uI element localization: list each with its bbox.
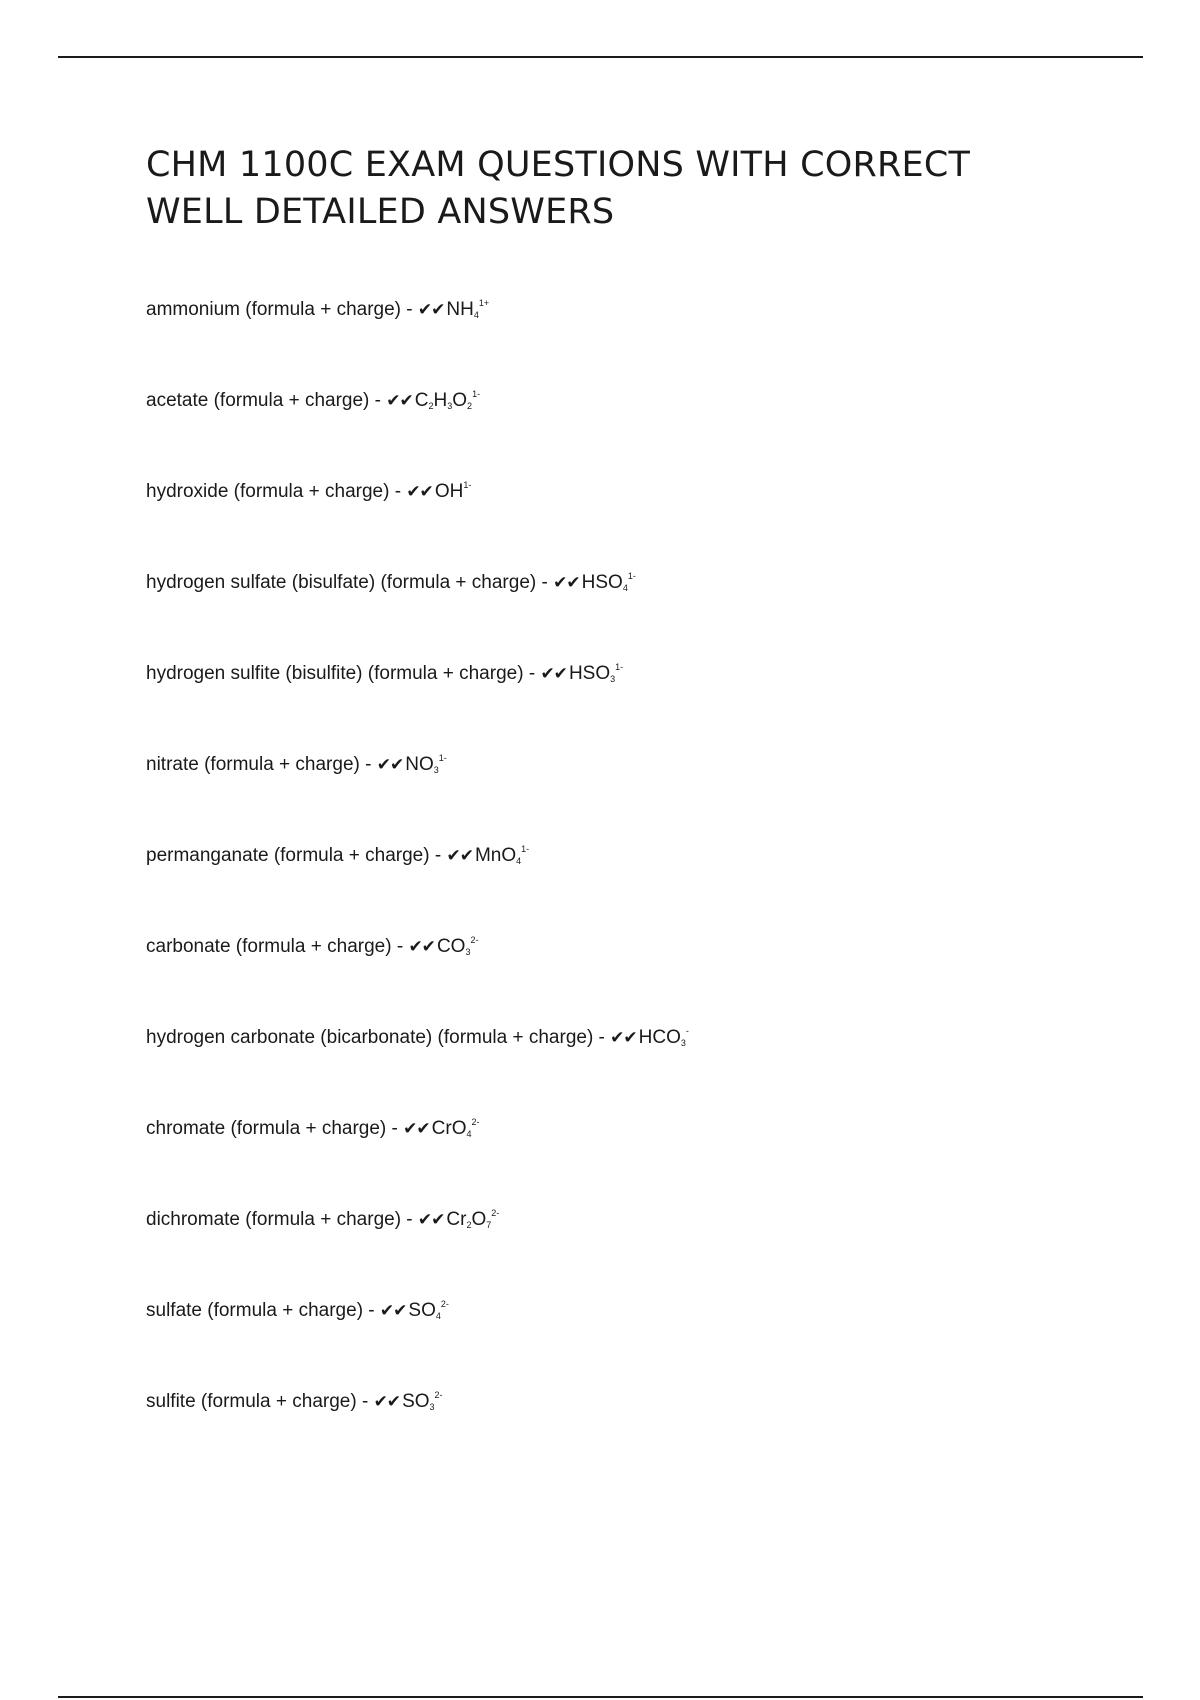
qa-item [146, 478, 689, 569]
double-check-icon: ✔✔ [403, 1119, 430, 1139]
question-text: carbonate (formula + charge) [146, 936, 392, 957]
formula-charge: 2- [434, 1390, 443, 1400]
formula-subscript: 7 [486, 1220, 492, 1230]
formula-element: OH [434, 481, 464, 502]
qa-item [146, 387, 689, 478]
double-check-icon: ✔✔ [376, 755, 404, 775]
formula-element: SO [408, 1300, 436, 1321]
qa-item [146, 1115, 689, 1206]
answer-formula [475, 845, 529, 866]
question-text: ammonium (formula + charge) [146, 299, 402, 320]
formula-element: HSO [581, 572, 623, 593]
formula-subscript: 3 [433, 765, 439, 775]
answer-formula [437, 936, 479, 957]
double-check-icon: ✔✔ [540, 664, 567, 684]
formula-element: C [414, 390, 429, 411]
separator: - [363, 1300, 380, 1321]
answer-formula [582, 572, 636, 593]
separator: - [401, 299, 418, 320]
formula-subscript: 3 [429, 1402, 435, 1412]
qa-list [146, 296, 689, 1479]
formula-subscript: 4 [516, 856, 522, 866]
qa-item [146, 751, 689, 842]
double-check-icon: ✔✔ [408, 937, 435, 957]
question-text: hydrogen carbonate (bicarbonate) (formula + charge) [146, 1027, 594, 1048]
bottom-rule [58, 1696, 1143, 1698]
answer-formula [432, 1118, 480, 1139]
separator: - [391, 936, 409, 957]
qa-item [146, 1206, 689, 1297]
separator: - [523, 663, 541, 684]
qa-item [146, 296, 689, 387]
formula-element: HCO [638, 1027, 681, 1048]
separator: - [401, 1209, 418, 1230]
formula-element: CO [436, 936, 466, 957]
formula-element: NO [405, 754, 434, 775]
formula-element: HSO [568, 663, 611, 684]
qa-item [146, 1297, 689, 1388]
question-text: permanganate (formula + charge) [146, 845, 430, 866]
formula-subscript: 3 [447, 401, 453, 411]
separator: - [536, 572, 554, 593]
qa-item [146, 569, 689, 660]
formula-subscript: 2 [466, 1220, 472, 1230]
double-check-icon: ✔✔ [417, 300, 445, 320]
separator: - [386, 1118, 404, 1139]
formula-charge: 1- [472, 389, 481, 399]
formula-element: O [471, 1209, 487, 1230]
answer-formula [639, 1027, 689, 1048]
formula-element: H [433, 390, 448, 411]
answer-formula [446, 299, 489, 320]
formula-charge: 2- [470, 935, 479, 945]
formula-charge: 1+ [478, 298, 490, 308]
formula-charge: 2- [491, 1208, 500, 1218]
question-text: sulfite (formula + charge) [146, 1391, 357, 1412]
double-check-icon: ✔✔ [406, 482, 433, 502]
document-title: CHM 1100C EXAM QUESTIONS WITH CORRECT WELL DETAILED ANSWERS [146, 145, 971, 232]
answer-formula [408, 1300, 448, 1321]
qa-item [146, 1024, 689, 1115]
formula-subscript: 4 [435, 1311, 441, 1321]
answer-formula [446, 1209, 499, 1230]
formula-charge: 2- [471, 1117, 480, 1127]
formula-charge: 1- [627, 571, 636, 581]
separator: - [389, 481, 407, 502]
formula-charge: 1- [521, 844, 530, 854]
double-check-icon: ✔✔ [379, 1301, 407, 1321]
answer-formula [405, 754, 447, 775]
formula-subscript: 4 [473, 310, 479, 320]
qa-item [146, 660, 689, 751]
answer-formula [402, 1391, 442, 1412]
double-check-icon: ✔✔ [610, 1028, 637, 1048]
double-check-icon: ✔✔ [417, 1210, 445, 1230]
formula-charge: 1- [463, 480, 472, 490]
formula-element: O [452, 390, 468, 411]
answer-formula [569, 663, 623, 684]
formula-charge: 2- [440, 1299, 449, 1309]
separator: - [369, 390, 387, 411]
answer-formula [415, 390, 480, 411]
question-text: acetate (formula + charge) [146, 390, 370, 411]
separator: - [593, 1027, 611, 1048]
double-check-icon: ✔✔ [446, 846, 473, 866]
question-text: dichromate (formula + charge) [146, 1209, 402, 1230]
formula-element: Cr [446, 1209, 467, 1230]
formula-charge: 1- [438, 753, 447, 763]
separator: - [429, 845, 447, 866]
question-text: nitrate (formula + charge) [146, 754, 360, 775]
separator: - [359, 754, 377, 775]
qa-item [146, 1388, 689, 1479]
question-text: hydroxide (formula + charge) [146, 481, 390, 502]
formula-subscript: 4 [622, 583, 628, 593]
formula-subscript: 3 [680, 1038, 686, 1048]
question-text: hydrogen sulfate (bisulfate) (formula + charge) [146, 572, 537, 593]
formula-subscript: 3 [610, 674, 616, 684]
question-text: chromate (formula + charge) [146, 1118, 387, 1139]
question-text: sulfate (formula + charge) [146, 1300, 364, 1321]
formula-element: MnO [474, 845, 517, 866]
formula-subscript: 2 [428, 401, 434, 411]
double-check-icon: ✔✔ [386, 391, 413, 411]
answer-formula [435, 481, 472, 502]
qa-item [146, 933, 689, 1024]
question-text: hydrogen sulfite (bisulfite) (formula + charge) [146, 663, 524, 684]
qa-item [146, 842, 689, 933]
separator: - [356, 1391, 374, 1412]
formula-subscript: 4 [466, 1129, 472, 1139]
double-check-icon: ✔✔ [553, 573, 580, 593]
top-rule [58, 56, 1143, 58]
formula-subscript: 2 [467, 401, 473, 411]
double-check-icon: ✔✔ [373, 1392, 401, 1412]
formula-subscript: 3 [465, 947, 471, 957]
formula-element: SO [402, 1391, 430, 1412]
formula-element: CrO [431, 1118, 467, 1139]
formula-charge: - [685, 1026, 689, 1036]
formula-charge: 1- [615, 662, 624, 672]
formula-element: NH [446, 299, 474, 320]
